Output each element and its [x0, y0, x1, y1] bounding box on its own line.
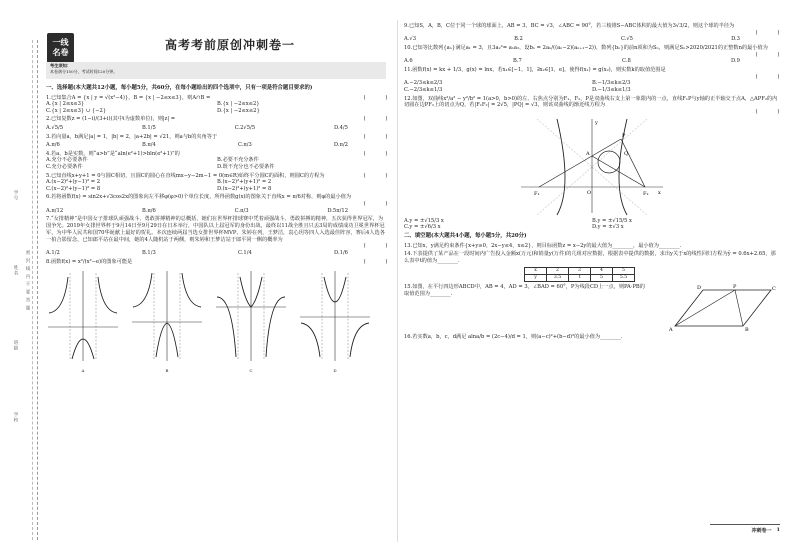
q12-stem: 12.如图，双曲线x²/a² − y²/b² = 1(a>0，b>0)的左、右焦点分别为F₁，F₂，P是双曲线右支上第一象限内的一点，直线F₁P与y轴的正半轴交于点A，△APF₂的内切圆在边PF₂上的切点为Q，若|F₁F₂| = 2√5，|PQ| = √3，则该双曲线的渐近线方程为: [404, 95, 778, 109]
question-2: [46, 116, 388, 131]
answer-paren: ( ): [363, 258, 388, 265]
fig12-f1-label: F₁: [534, 190, 540, 197]
q3-stem: 3.若向量a，b满足|a| = 1，|b| = 2，|a+2b| = √21，则a与b的夹角等于: [46, 133, 218, 140]
q8-label-c: C: [249, 367, 253, 373]
graph-a-svg: [46, 267, 120, 365]
fig12-q-label: Q: [624, 150, 629, 157]
table-cell: x: [525, 267, 547, 274]
q7-option-a: A.1/2: [46, 250, 60, 257]
q12-option-a: A.y = ±√15/3 x: [404, 217, 444, 224]
table-row: [525, 267, 635, 274]
q7-option-b: B.1/3: [141, 250, 156, 257]
q14-stem: 14.下表提供了某产品在一段时间内广告投入金额x(万元)和销量y(万件)的几组对应数据，根据表中提供的数据，求出y关于x的线性回归方程为ŷ = 0.6x+2.65，那么表中t的值为________.: [404, 251, 776, 265]
q3-option-a: A.π/6: [46, 142, 60, 149]
brand-logo: [47, 33, 74, 63]
logo-top-text: 一线: [52, 38, 69, 47]
answer-paren: ( ): [363, 133, 388, 140]
q4-option-b: B.必要不充分条件: [217, 157, 259, 164]
table-cell: 2: [547, 267, 569, 274]
q3-option-d: D.π/2: [333, 142, 348, 149]
binding-strip: [6, 40, 38, 540]
footer-name: 冲刺卷一: [751, 527, 772, 534]
question-15: [404, 284, 780, 332]
fig15-a-label: A: [669, 326, 673, 332]
q1-option-d: D.{x | −2≤x≤2}: [217, 107, 260, 114]
q8-figures: [46, 267, 388, 374]
q6-option-a: A.π/12: [46, 207, 64, 214]
q6-stem: 6.若将函数f(x) = sin2x+√3cos2x的图象向左平移φ(φ>0)个单位长度，所得函数g(x)的图象关于直线x = π/6对称，则φ的最小值为: [46, 194, 352, 201]
question-3: [46, 134, 388, 149]
fig12-a-label: A: [586, 150, 590, 157]
answer-paren: ( ): [755, 51, 780, 58]
answer-paren: ( ): [363, 201, 388, 208]
q4-option-d: D.既不充分也不必要条件: [217, 163, 275, 170]
q6-option-c: C.π/3: [234, 207, 249, 214]
binding-field-school: 学校: [13, 412, 18, 423]
fig15-d-label: D: [697, 284, 702, 291]
q1-option-c: C.{x | 2≤x≤3} ∪ {−2}: [46, 107, 107, 114]
q2-option-c: C.2√5/5: [234, 124, 256, 131]
notice-text: 本卷满分150分，考试时间120分钟。: [50, 68, 118, 74]
q11-stem: 11.函数f(x) = kx + 1/3，g(x) = lnx，若x₁∈[−1，1]，∃x₂∈[1，e]，使得f(x₁) = g(x₂)，则实数k的取值范围是: [404, 66, 666, 73]
binding-field-name: 姓名: [13, 265, 18, 276]
graph-d-svg: [298, 267, 372, 365]
answer-paren: ( ): [363, 116, 388, 123]
column-divider: [397, 20, 398, 542]
question-14: [404, 251, 780, 282]
table-cell: 4: [591, 267, 613, 274]
q5-option-a: A.(x−2)²+(y−1)² = 2: [46, 179, 101, 186]
answer-paren: ( ): [755, 73, 780, 80]
q9-option-d: D.3: [731, 36, 740, 43]
q1-option-b: B.{x | −2≤x≤2}: [217, 101, 260, 108]
parallelogram-figure: [665, 284, 780, 332]
question-10: [404, 45, 780, 65]
question-13: [404, 243, 780, 250]
binding-note: 密 封 线 内 不 要 答 题: [25, 250, 30, 312]
q7-option-c: C.1/4: [238, 250, 252, 257]
fig15-c-label: C: [772, 285, 776, 292]
q8-label-a: A: [81, 367, 85, 373]
footer-page-number: 1: [776, 527, 780, 533]
q1-stem: 1.已知集合A = {x | y = √(x²−4)}，B = {x | −2≤x≤3}，则A∩B =: [46, 94, 211, 101]
q8-graph-a: [46, 267, 120, 374]
fig12-origin-label: O: [587, 189, 592, 196]
q4-option-c: C.充分必要条件: [46, 163, 83, 170]
q13-stem: 13.已知x，y满足约束条件{x+y≥0，2x−y≤4，x≤2}，则目标函数z = x−2y的最大值为________，最小值为________.: [404, 242, 682, 249]
q9-option-c: C.√5: [620, 36, 633, 43]
fig15-p-label: P: [733, 283, 737, 290]
exam-title: 高考考前原创冲刺卷一: [165, 38, 296, 52]
q12-figure: [404, 117, 780, 217]
fig12-p-label: P: [622, 132, 626, 139]
graph-c-svg: [214, 267, 288, 365]
q11-option-d: D.−1/3≤k≤1/3: [592, 86, 631, 93]
q2-option-b: B.1/5: [141, 124, 156, 131]
answer-paren: ( ): [363, 94, 388, 101]
table-cell: y: [525, 274, 547, 281]
table-cell: 3.5: [547, 274, 569, 281]
fig12-f2-label: F₂: [643, 190, 649, 197]
question-7: [46, 216, 388, 256]
answer-paren: ( ): [363, 243, 388, 250]
answer-paren: ( ): [363, 172, 388, 179]
q7-option-d: D.1/6: [334, 250, 348, 257]
q9-option-a: A.√3: [404, 36, 417, 43]
q5-option-c: C.(x−2)²+(y−1)² = 8: [46, 185, 101, 192]
q3-option-c: C.π/3: [237, 142, 252, 149]
q8-label-d: D: [333, 367, 337, 373]
q5-option-b: B.(x−2)²+(y+1)² = 2: [217, 179, 272, 186]
q11-option-b: B.−1/3≤k≤2/3: [592, 80, 631, 87]
answer-paren: ( ): [755, 109, 780, 116]
logo-bottom-text: 名卷: [52, 48, 69, 57]
q5-stem: 5.已知直线x+y+1 = 0与圆C相切，且圆C的圆心在直线mx−y−2m−1 = 0(m∈R)始终平分圆C的面积，则圆C的方程为: [46, 172, 325, 179]
q12-option-c: C.y = ±√6/3 x: [404, 224, 441, 231]
q9-option-b: B.2: [514, 36, 523, 43]
q3-option-b: B.π/4: [141, 142, 156, 149]
q12-option-b: B.y = ±√15/5 x: [592, 217, 632, 224]
q4-option-a: A.充分不必要条件: [46, 157, 88, 164]
q4-stem: 4.若a，b是实数，则“a>b”是“aln(e²+1)>bln(e²+1)”的: [46, 150, 180, 157]
q1-option-a: A.{x | 2≤x≤3}: [46, 101, 85, 108]
question-9: [404, 23, 780, 43]
table-row: [525, 274, 635, 281]
q8-graph-c: [214, 267, 288, 374]
answer-paren: ( ): [363, 150, 388, 157]
q2-stem: 2.已知复数z = (1−i)/(3+i)(其中i为虚数单位)，则|z| =: [46, 116, 176, 123]
section1-heading: 一、选择题(本大题共12小题，每小题5分，共60分，在每小题给出的四个选项中，只有一项是符合题目要求的): [46, 85, 313, 91]
binding-cut-line: [32, 40, 33, 540]
q10-option-b: B.7: [512, 58, 522, 65]
question-1: [46, 95, 388, 115]
q11-option-a: A.−2/3≤k≤2/3: [404, 80, 443, 87]
q2-option-d: D.4/5: [333, 124, 348, 131]
question-5: [46, 173, 388, 193]
q14-data-table: [524, 267, 635, 282]
binding-field-class: 班级: [13, 340, 18, 351]
fig12-x-label: x: [658, 189, 661, 196]
q2-option-a: A.√5/5: [46, 124, 64, 131]
question-8: [46, 259, 388, 375]
q10-option-a: A.6: [404, 58, 413, 65]
q10-option-c: C.8: [622, 58, 631, 65]
left-column: [46, 83, 388, 376]
notice-box: [46, 62, 386, 79]
table-cell: 3: [569, 267, 591, 274]
table-cell: 5.5: [613, 274, 635, 281]
q6-option-b: B.π/6: [141, 207, 156, 214]
fig15-b-label: B: [745, 326, 749, 332]
graph-b-svg: [130, 267, 204, 365]
table-cell: 5: [591, 274, 613, 281]
q7-stem: 7.“女排精神”是中国女子排球队顽强战斗、勇敢拼搏精神的总概括，她们在世界杯排球赛中凭着顽强战斗、勇敢拼搏的精神，五次获得世界冠军，为国争光。2019年女排世界杯于9月14日至9月29日在日本举行，中国队以上届冠军的身份出战，最终以11战全胜且只丢3局的成绩成功卫冕世界杯冠军，为中华人民共和国70华诞献上最好的贺礼。本次连续两届当选女排世界杯MVP、朱婷在列，王梦洁，袁心玥等四人入选最佳阵容，赛后4人选各一拍合影留念，已知郎平站在最中间，她的4人随机站于两侧，则朱婷和王梦洁站于郎平同一侧的概率为: [46, 216, 385, 243]
q5-option-d: D.(x−2)²+(y+1)² = 8: [217, 185, 272, 192]
question-4: [46, 151, 388, 171]
q9-stem: 9.已知S，A，B，C位于同一个球的球面上，AB = 3，BC = √3，∠ABC = 90°，若三棱锥S−ABC体积的最大值为3√3/2，则这个球的半径为: [404, 23, 735, 29]
table-cell: 5: [613, 267, 635, 274]
notice-heading: 考生须知：: [50, 63, 71, 68]
q15-stem: 15.如图，在平行四边形ABCD中，AB = 4，AD = 3，∠BAD = 60°，P为线段CD上一点，则PA·PB的取值范围为________.: [404, 283, 645, 297]
q10-option-d: D.9: [731, 58, 740, 65]
q10-stem: 10.已知等比数列{aₙ}满足a₁ = 3，且3a₂²= a₁a₃，设bₙ = 2aₙ/((aₙ−2)(aₙ₊₁−2))，数列{bₙ}的前n项和为Sₙ，则满足Sₙ>2020/2021的正整数n的最小值为: [404, 44, 768, 51]
q11-option-c: C.−2/3≤k≤1/3: [404, 86, 443, 93]
q6-option-d: D.5π/12: [327, 207, 348, 214]
answer-paren: ( ): [755, 29, 780, 36]
table-cell: t: [569, 274, 591, 281]
hyperbola-figure: [517, 117, 667, 217]
q8-graph-b: [130, 267, 204, 374]
section2-heading: 二、填空题(本大题共4小题，每小题5分，共20分): [404, 232, 527, 239]
fig12-y-label: y: [595, 119, 598, 126]
binding-field-id: 学号: [13, 190, 18, 201]
q12-option-d: D.y = ±√3 x: [592, 224, 624, 231]
question-6: [46, 194, 388, 214]
page-footer: [710, 524, 780, 535]
question-16: [404, 334, 780, 341]
q16-stem: 16.若实数a，b，c，d满足 alna/b = (2c−4)/d = 1，则(a−c)²+(b−d)²的最小值为________.: [404, 333, 623, 340]
question-12: [404, 96, 780, 231]
q8-label-b: B: [165, 367, 169, 373]
right-column: [404, 23, 780, 343]
question-11: [404, 67, 780, 94]
q8-graph-d: [298, 267, 372, 374]
q8-stem: 8.函数f(x) = x²/(x²−e)的图象可能是: [46, 258, 133, 265]
